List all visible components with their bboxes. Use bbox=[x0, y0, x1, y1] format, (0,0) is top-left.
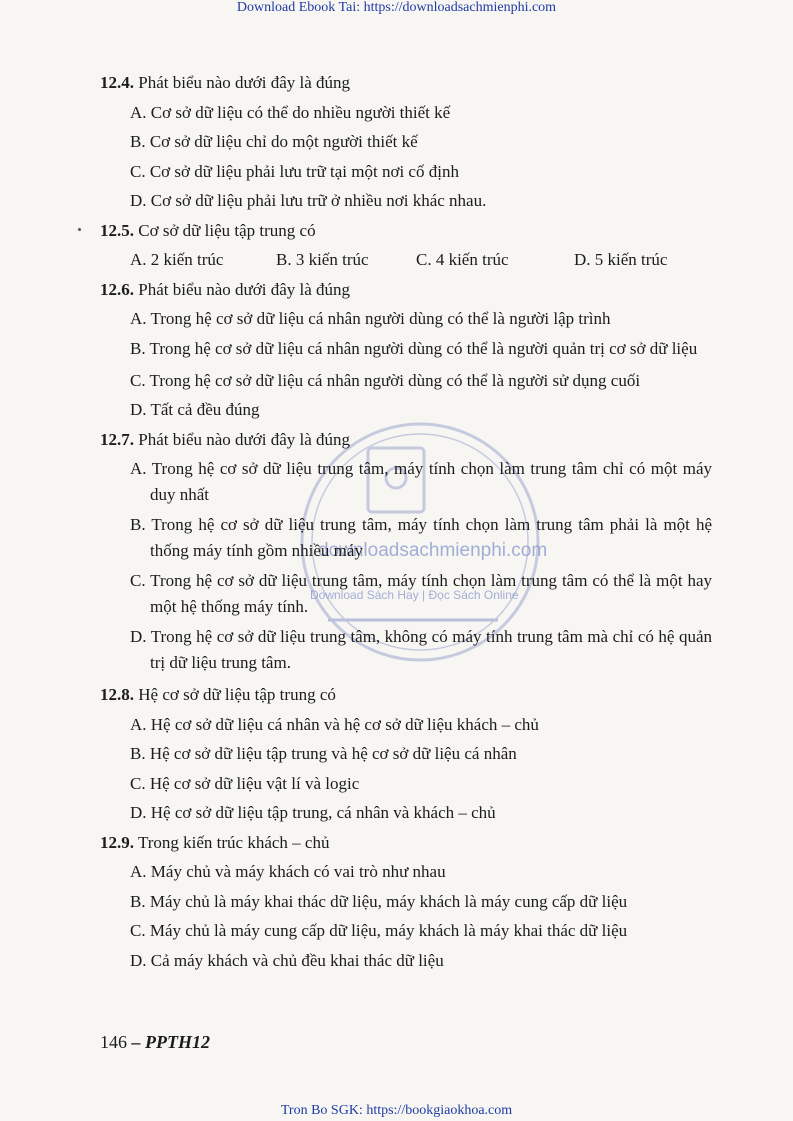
page-number: 146 bbox=[100, 1032, 127, 1052]
option-b: B. Cơ sở dữ liệu chỉ do một người thiết kế bbox=[130, 132, 418, 151]
option-d: D. Cả máy khách và chủ đều khai thác dữ liệu bbox=[130, 950, 444, 970]
question-number: 12.9. bbox=[100, 832, 134, 852]
option-a: A. Máy chủ và máy khách có vai trò như nhau bbox=[130, 862, 446, 881]
option-c: C. Trong hệ cơ sở dữ liệu trung tâm, máy tính chọn làm trung tâm có thể là một hay một hệ thống máy tính. bbox=[130, 571, 712, 616]
header-download-link[interactable]: Download Ebook Tai: https://downloadsachmienphi.com bbox=[236, 0, 557, 15]
option-c: C. Trong hệ cơ sở dữ liệu cá nhân người dùng có thể là người sử dụng cuối bbox=[130, 370, 641, 390]
question-list bbox=[100, 68, 712, 975]
question-text: Phát biểu nào dưới đây là đúng bbox=[134, 429, 351, 449]
book-code: – PPTH12 bbox=[131, 1032, 210, 1052]
page-footer bbox=[100, 1032, 210, 1053]
option-b: B. 3 kiến trúc bbox=[276, 250, 369, 269]
footer-sgk-link[interactable]: Tron Bo SGK: https://bookgiaokhoa.com bbox=[280, 1103, 513, 1118]
question-12-6 bbox=[100, 275, 712, 425]
option-d: D. 5 kiến trúc bbox=[574, 250, 668, 269]
question-number: 12.8. bbox=[100, 685, 134, 704]
question-text: Phát biểu nào dưới đây là đúng bbox=[134, 73, 351, 92]
question-number: 12.6. bbox=[100, 279, 134, 299]
question-number: 12.5. bbox=[100, 220, 134, 240]
question-text: Trong kiến trúc khách – chủ bbox=[134, 832, 330, 852]
question-12-5 bbox=[100, 216, 712, 275]
option-b: B. Hệ cơ sở dữ liệu tập trung và hệ cơ sở dữ liệu cá nhân bbox=[130, 744, 517, 763]
question-text: Phát biểu nào dưới đây là đúng bbox=[134, 279, 351, 299]
question-text: Hệ cơ sở dữ liệu tập trung có bbox=[134, 685, 336, 704]
option-a: A. Cơ sở dữ liệu có thể do nhiều người thiết kế bbox=[130, 102, 451, 122]
question-12-9 bbox=[100, 828, 712, 976]
option-d: D. Cơ sở dữ liệu phải lưu trữ ở nhiều nơi khác nhau. bbox=[130, 191, 487, 210]
option-c: C. Cơ sở dữ liệu phải lưu trữ tại một nơi cố định bbox=[130, 161, 459, 181]
option-c: C. Hệ cơ sở dữ liệu vật lí và logic bbox=[130, 773, 360, 793]
question-number: 12.7. bbox=[100, 429, 134, 449]
option-a: A. Trong hệ cơ sở dữ liệu cá nhân người dùng có thể là người lập trình bbox=[130, 309, 611, 328]
watermark-site-text: downloadsachmienphi.com bbox=[318, 540, 548, 561]
scan-speck bbox=[78, 228, 81, 231]
option-b: B. Máy chủ là máy khai thác dữ liệu, máy khách là máy cung cấp dữ liệu bbox=[130, 891, 628, 911]
option-d: D. Trong hệ cơ sở dữ liệu trung tâm, không có máy tính trung tâm mà chỉ có hệ quản trị dữ liệu trung tâm. bbox=[130, 627, 712, 672]
option-b: B. Trong hệ cơ sở dữ liệu trung tâm, máy tính chọn làm trung tâm phải là một hệ thống máy tính gồm nhiều máy bbox=[130, 515, 712, 560]
option-a: A. Hệ cơ sở dữ liệu cá nhân và hệ cơ sở dữ liệu khách – chủ bbox=[130, 714, 539, 734]
option-row bbox=[100, 245, 712, 275]
option-b: B. Trong hệ cơ sở dữ liệu cá nhân người dùng có thể là người quản trị cơ sở dữ liệu bbox=[130, 338, 698, 358]
option-a: A. Trong hệ cơ sở dữ liệu trung tâm, máy tính chọn làm trung tâm chỉ có một máy duy nhất bbox=[130, 459, 712, 504]
question-12-7 bbox=[100, 425, 712, 677]
option-d: D. Tất cả đều đúng bbox=[130, 400, 260, 419]
question-number: 12.4. bbox=[100, 73, 134, 92]
question-12-4 bbox=[100, 68, 712, 216]
question-12-8 bbox=[100, 680, 712, 828]
question-text: Cơ sở dữ liệu tập trung có bbox=[134, 220, 316, 240]
watermark-slogan: Download Sách Hay | Đọc Sách Online bbox=[310, 588, 519, 602]
option-c: C. 4 kiến trúc bbox=[416, 250, 509, 269]
option-c: C. Máy chủ là máy cung cấp dữ liệu, máy khách là máy khai thác dữ liệu bbox=[130, 921, 628, 940]
option-d: D. Hệ cơ sở dữ liệu tập trung, cá nhân và khách – chủ bbox=[130, 803, 496, 822]
option-a: A. 2 kiến trúc bbox=[130, 250, 224, 269]
